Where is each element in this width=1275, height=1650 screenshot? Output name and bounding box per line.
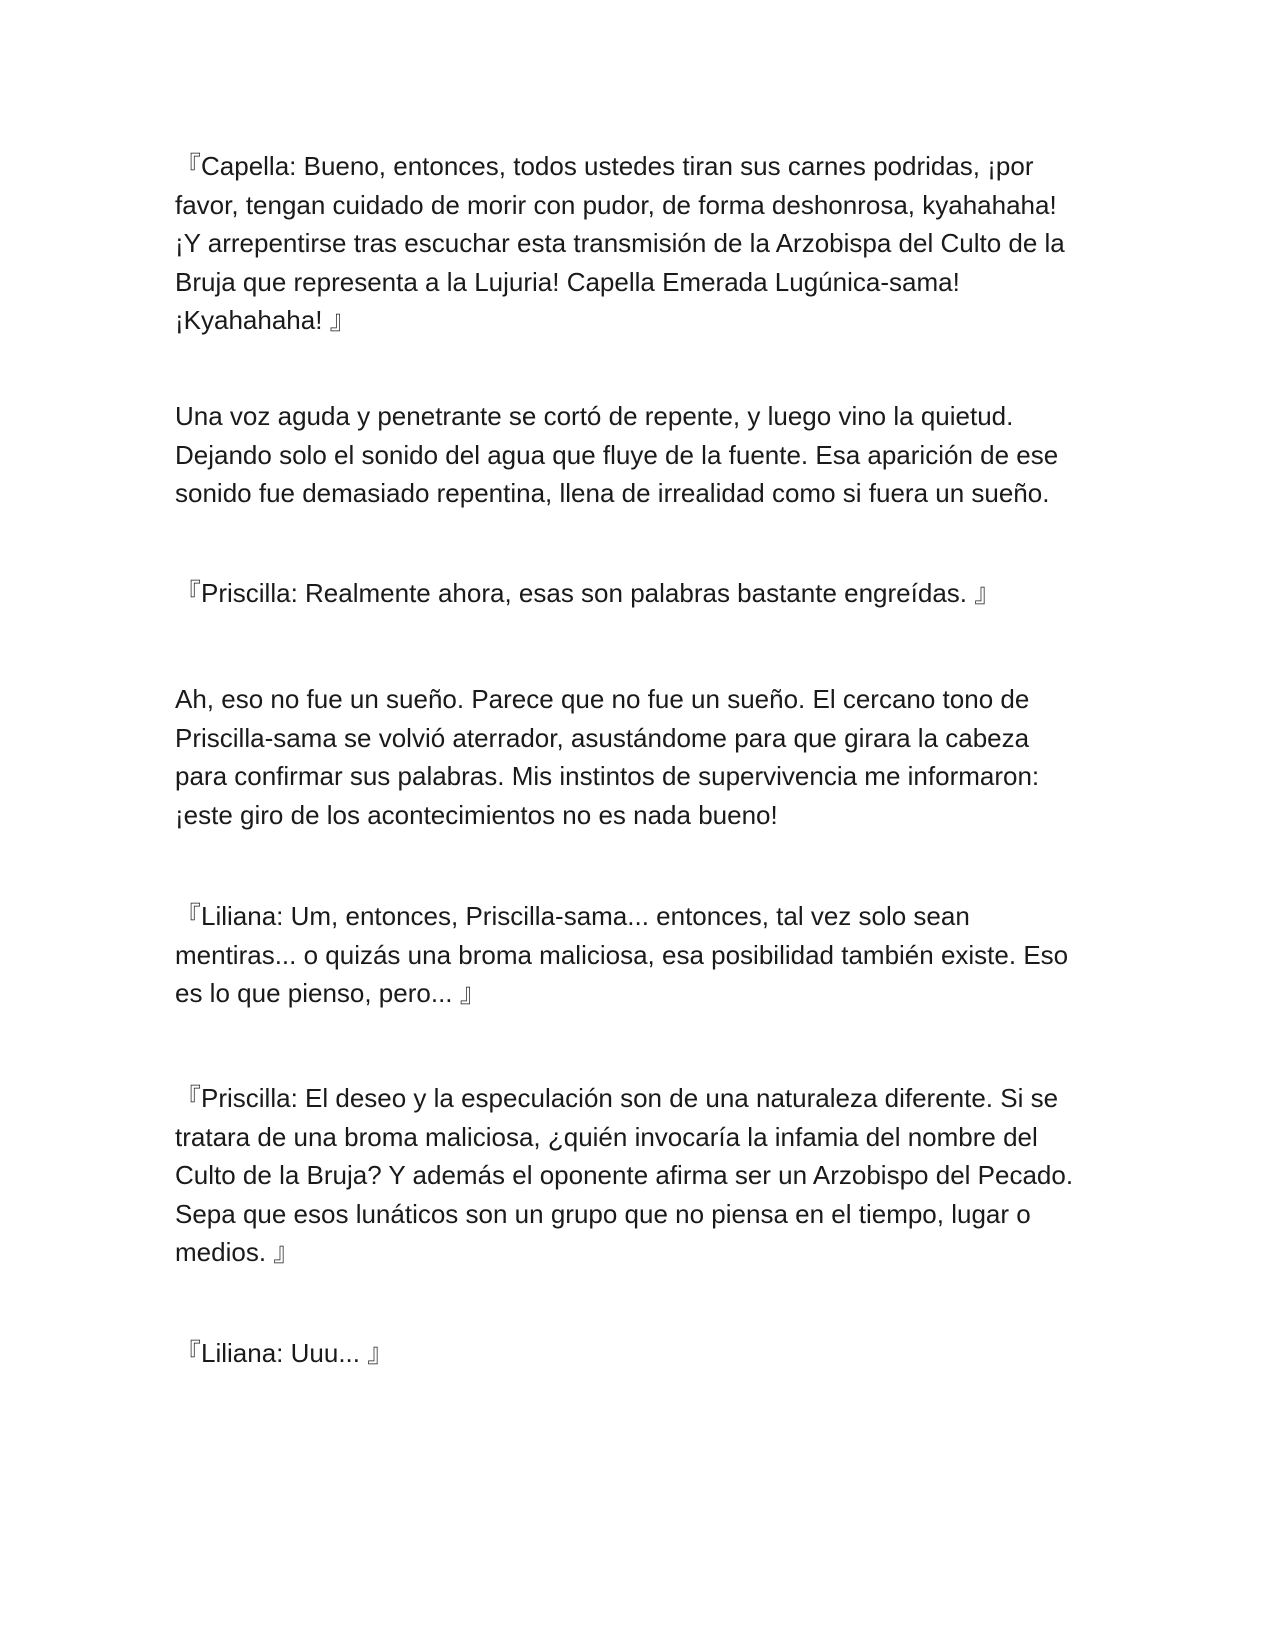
paragraph-liliana-dialogue-1: 『Liliana: Um, entonces, Priscilla-sama... entonces, tal vez solo sean mentiras... o quizás una broma maliciosa, esa posibilidad también existe. Eso es lo que pienso, pero... 』 [175,901,1069,1008]
paragraph-liliana-dialogue-2: 『Liliana: Uuu... 』 [175,1338,394,1368]
paragraph-capella-dialogue: 『Capella: Bueno, entonces, todos ustedes tiran sus carnes podridas, ¡por favor, tengan cuidado de morir con pudor, de forma deshonrosa, kyahahaha! ¡Y arrepentirse tras escuchar esta transmisión de la Arzobispa del Culto de la Bruja que representa a la Lujuria! Capella Emerada Lugúnica-sama! ¡Kyahahaha! 』 [175,151,1065,335]
paragraph-priscilla-dialogue-1: 『Priscilla: Realmente ahora, esas son palabras bastante engreídas. 』 [175,578,1001,608]
paragraph-narration-2: Ah, eso no fue un sueño. Parece que no fue un sueño. El cercano tono de Priscilla-sama se volvió aterrador, asustándome para que girara la cabeza para confirmar sus palabras. Mis instintos de supervivencia me informaron: ¡este giro de los acontecimientos no es nada bueno! [175,684,1040,830]
paragraph-narration-1: Una voz aguda y penetrante se cortó de repente, y luego vino la quietud. Dejando solo el sonido del agua que fluye de la fuente. Esa aparición de ese sonido fue demasiado repentina, llena de irrealidad como si fuera un sueño. [175,401,1059,508]
paragraph-priscilla-dialogue-2: 『Priscilla: El deseo y la especulación son de una naturaleza diferente. Si se tratara de una broma maliciosa, ¿quién invocaría la infamia del nombre del Culto de la Bruja? Y además el oponente afirma ser un Arzobispo del Pecado. Sepa que esos lunáticos son un grupo que no piensa en el tiempo, lugar o medios. 』 [175,1083,1074,1267]
